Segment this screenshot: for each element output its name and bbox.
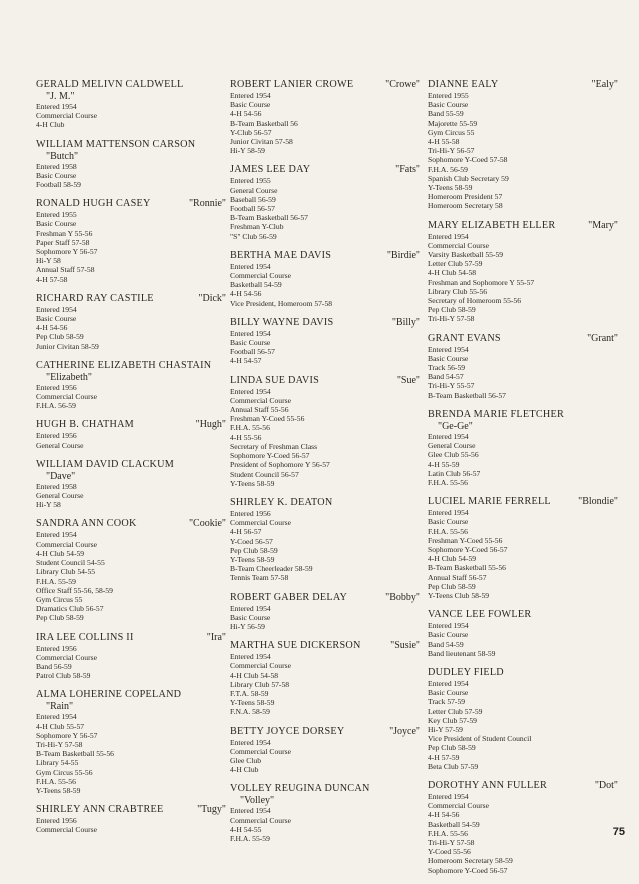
student-activity: B-Team Cheerleader 58-59	[230, 564, 313, 574]
student-activity: 4-H 54-55	[230, 824, 262, 834]
student-name: ROBERT LANIER CROWE	[230, 79, 354, 90]
student-name-row	[36, 293, 226, 305]
student-activity: Commercial Course	[428, 801, 489, 811]
student-activity: Basic Course	[230, 612, 271, 622]
student-name-row	[230, 497, 420, 509]
student-entry	[230, 79, 420, 155]
student-nickname: "Grant"	[587, 332, 618, 344]
student-entry	[428, 79, 618, 211]
student-name: BRENDA MARIE FLETCHER	[428, 408, 564, 420]
student-activity: Entered 1956	[36, 382, 77, 392]
student-activity: Y-Teens 58-59	[230, 554, 275, 564]
student-activity: Y-Coed 56-57	[230, 536, 273, 546]
student-name-row	[428, 220, 618, 232]
student-name-row	[428, 780, 618, 792]
student-name-row	[230, 250, 420, 262]
student-nickname: "Cookie"	[188, 518, 226, 530]
student-nickname: "Tugy"	[197, 804, 226, 816]
student-activity: Y-Teens 58-59	[36, 785, 81, 795]
student-name-row	[230, 726, 420, 738]
student-activity: Basic Course	[36, 219, 77, 229]
student-entry	[230, 250, 420, 308]
student-name-row	[230, 79, 420, 91]
student-activity: Y-Teens 58-59	[230, 478, 275, 488]
student-name-row	[428, 496, 618, 508]
student-activity: Y-Teens Club 58-59	[428, 590, 490, 600]
student-activity: Sophomore Y 56-57	[36, 247, 98, 257]
student-name: BERTHA MAE DAVIS	[230, 249, 332, 261]
student-name: SHIRLEY ANN CRABTREE	[36, 804, 164, 816]
student-activity: Entered 1954	[230, 386, 271, 396]
student-activity: Baseball 56-59	[230, 194, 276, 204]
column-3	[428, 79, 618, 884]
student-activity: Tri-Hi-Y 57-58	[428, 838, 475, 847]
student-name-row	[36, 360, 226, 372]
student-nickname: "Butch"	[46, 150, 79, 162]
student-entry	[36, 79, 226, 130]
student-activity: Band 55-59	[428, 109, 464, 119]
student-activity: 4-H 55-59	[428, 459, 460, 469]
student-activity: Commercial Course	[428, 240, 489, 250]
student-activity: Commercial Course	[36, 111, 97, 121]
student-name: DOROTHY ANN FULLER	[428, 779, 548, 791]
student-entry	[230, 783, 420, 843]
student-activity: Entered 1954	[36, 102, 77, 111]
student-activity: Pep Club 58-59	[230, 545, 278, 555]
student-name-row	[36, 804, 226, 816]
student-name-row	[36, 198, 226, 210]
student-activity: Tri-Hi-Y 57-58	[36, 739, 83, 749]
student-entry	[36, 139, 226, 190]
student-activity: Commercial Course	[36, 825, 97, 835]
student-activity: Entered 1954	[428, 678, 469, 688]
student-activity: Library Club 55-56	[428, 286, 488, 296]
student-activity: Sophomore Y-Coed 56-57	[428, 865, 508, 875]
student-activity: Entered 1954	[230, 91, 271, 100]
student-activity: Basketball 54-59	[428, 819, 480, 829]
student-activity: Entered 1954	[428, 508, 469, 518]
student-activity: Library 54-55	[36, 758, 79, 768]
student-entry	[36, 360, 226, 411]
student-entry	[230, 164, 420, 240]
student-activity: Hi-Y 57-59	[428, 724, 463, 734]
student-activity: Latin Club 56-57	[428, 468, 481, 478]
student-name-row	[230, 783, 420, 795]
student-activity: Y-Teens 58-59	[230, 698, 275, 708]
student-activity: Basic Course	[428, 353, 469, 363]
student-entry	[428, 496, 618, 600]
student-activity: Entered 1954	[36, 712, 77, 722]
student-activity: 4-H 54-56	[428, 810, 460, 820]
student-name-row	[36, 518, 226, 530]
student-nickname: "Mary"	[588, 219, 618, 231]
student-entry	[36, 632, 226, 681]
student-activity: Commercial Course	[230, 271, 291, 281]
student-name: BILLY WAYNE DAVIS	[230, 316, 334, 328]
student-activity: Annual Staff 55-56	[230, 405, 289, 415]
student-name-row	[230, 375, 420, 387]
student-name-row	[230, 317, 420, 329]
student-activity: Secretary of Freshman Class	[230, 441, 318, 451]
student-name-row	[428, 667, 618, 679]
student-activity: 4-H 55-56	[230, 432, 262, 442]
student-activity: Entered 1954	[36, 304, 77, 314]
student-name: VANCE LEE FOWLER	[428, 609, 532, 621]
student-entry	[36, 459, 226, 510]
student-name: ROBERT GABER DELAY	[230, 591, 348, 603]
student-entry	[36, 198, 226, 284]
student-activity: Football 56-57	[230, 204, 275, 214]
student-name: WILLIAM DAVID CLACKUM	[36, 458, 175, 470]
student-activity: Band lieutenant 58-59	[428, 648, 496, 658]
student-activity: Basic Course	[230, 338, 271, 348]
student-activity: Basic Course	[428, 100, 469, 110]
student-nickname: "Birdie"	[386, 249, 420, 261]
student-name: GRANT EVANS	[428, 332, 501, 344]
student-activity: F.H.A. 55-56	[230, 423, 270, 433]
student-activity: Sophomore Y-Coed 56-57	[428, 544, 508, 554]
student-nickname: "Hugh"	[195, 419, 226, 431]
student-activity: Entered 1954	[230, 603, 271, 613]
student-name: SANDRA ANN COOK	[36, 518, 137, 530]
student-activity: Basic Course	[36, 170, 77, 180]
student-activity: Commercial Course	[36, 539, 97, 549]
student-activity: President of Sophomore Y 56-57	[230, 460, 330, 470]
student-activity: Commercial Course	[230, 815, 291, 825]
student-activity: Beta Club 57-59	[428, 761, 479, 771]
student-name-row	[230, 164, 420, 176]
student-activity: F.N.A. 58-59	[230, 707, 270, 717]
student-activity: Hi-Y 58	[36, 256, 61, 266]
student-activity: Letter Club 57-59	[428, 706, 483, 716]
student-activity: Spanish Club Secretary 59	[428, 173, 509, 183]
student-entry	[230, 497, 420, 583]
student-nickname: "Billy"	[391, 316, 420, 328]
student-nickname: "Susie"	[390, 640, 420, 652]
student-name: RONALD HUGH CASEY	[36, 198, 151, 210]
student-activity: Secretary of Homeroom 55-56	[428, 296, 521, 306]
student-nickname: "Dot"	[594, 779, 618, 791]
student-activity: Sophomore Y-Coed 56-57	[230, 451, 310, 461]
student-name: SHIRLEY K. DEATON	[230, 496, 333, 508]
student-activity: Student Council 56-57	[230, 469, 299, 479]
student-activity: 4-H 55-58	[428, 137, 460, 147]
student-nickname: "Sue"	[396, 374, 420, 386]
student-activity: Letter Club 57-59	[428, 259, 483, 269]
student-name-row	[428, 79, 618, 91]
student-activity: Basic Course	[36, 314, 77, 324]
page-number: 75	[612, 826, 625, 838]
student-entry	[36, 689, 226, 795]
column-1	[36, 79, 226, 844]
student-activity: Commercial Course	[36, 392, 97, 402]
student-activity: General Course	[428, 441, 476, 451]
student-activity: Basic Course	[428, 630, 469, 640]
student-activity: Entered 1954	[428, 621, 469, 631]
student-activity: 4-H Club	[230, 765, 259, 775]
student-activity: Office Staff 55-56, 58-59	[36, 585, 113, 595]
student-activity: Paper Staff 57-58	[36, 237, 90, 247]
student-activity: F.H.A. 56-59	[428, 164, 468, 174]
student-activity: Vice President, Homeroom 57-58	[230, 298, 333, 308]
student-activity: Entered 1954	[230, 737, 271, 747]
student-activity: F.H.A. 55-56	[428, 477, 468, 487]
student-entry	[36, 293, 226, 351]
student-name: IRA LEE COLLINS II	[36, 631, 134, 643]
student-activity: Tri-Hi-Y 57-58	[428, 314, 475, 324]
student-activity: General Course	[36, 491, 84, 501]
student-entry	[230, 640, 420, 716]
student-activity: Hi-Y 56-59	[230, 621, 265, 631]
student-activity: Hi-Y 58	[36, 500, 61, 510]
student-activity: Sophomore Y 56-57	[36, 730, 98, 740]
student-activity: Entered 1954	[230, 328, 271, 338]
student-name-row	[36, 79, 226, 91]
student-activity: 4-H 57-58	[36, 274, 68, 284]
student-activity: Entered 1954	[428, 431, 469, 441]
student-name: HUGH B. CHATHAM	[36, 419, 134, 431]
student-entry	[428, 220, 618, 324]
student-name-row	[36, 689, 226, 701]
student-activity: Homeroom Secretary 58-59	[428, 856, 513, 866]
student-name-row	[428, 609, 618, 621]
student-activity: Gym Circus 55-56	[36, 767, 93, 777]
student-nickname: "Ge-Ge"	[438, 420, 473, 432]
student-activity: Entered 1956	[230, 508, 271, 518]
student-activity: Basic Course	[230, 100, 271, 110]
student-activity: Track 57-59	[428, 697, 466, 707]
student-entry	[428, 409, 618, 487]
student-activity: Hi-Y 58-59	[230, 146, 265, 156]
student-activity: Entered 1955	[230, 176, 271, 186]
student-activity: Pep Club 58-59	[428, 305, 476, 315]
student-entry	[36, 804, 226, 834]
student-name: WILLIAM MATTENSON CARSON	[36, 138, 196, 150]
student-activity: Band 54-59	[428, 639, 464, 649]
student-entry	[230, 317, 420, 366]
student-name-row	[36, 419, 226, 431]
student-activity: Entered 1954	[230, 806, 271, 816]
student-activity: Homeroom Secretary 58	[428, 201, 503, 211]
student-entry	[230, 375, 420, 488]
student-activity: 4-H 54-57	[230, 356, 262, 366]
student-activity: Junior Civitan 57-58	[230, 137, 293, 147]
student-activity: Entered 1954	[428, 791, 469, 801]
student-nickname: "Joyce"	[389, 725, 420, 737]
student-activity: Freshman Y-Coed 55-56	[230, 414, 305, 424]
student-name: DUDLEY FIELD	[428, 666, 504, 678]
student-name: DIANNE EALY	[428, 79, 499, 90]
student-name-row	[230, 592, 420, 604]
student-activity: Football 58-59	[36, 180, 81, 190]
student-activity: General Course	[36, 440, 84, 450]
student-activity: B-Team Basketball 56	[230, 118, 298, 128]
student-activity: 4-H Club 55-57	[36, 721, 85, 731]
student-name: LUCIEL MARIE FERRELL	[428, 496, 551, 508]
student-activity: Commercial Course	[230, 518, 291, 528]
student-activity: Library Club 57-58	[230, 679, 290, 689]
student-activity: Pep Club 58-59	[428, 743, 476, 753]
student-activity: Band 56-59	[36, 661, 72, 671]
student-nickname: "Rain"	[46, 701, 74, 713]
student-activity: Entered 1954	[230, 652, 271, 662]
student-activity: F.H.A. 55-56	[428, 526, 468, 536]
student-activity: B-Team Basketball 56-57	[230, 213, 308, 223]
student-activity: 4-H 54-56	[230, 289, 262, 299]
student-activity: Freshman Y 55-56	[36, 228, 93, 238]
student-activity: Band 54-57	[428, 372, 464, 382]
student-activity: Commercial Course	[36, 652, 97, 662]
student-activity: Track 56-59	[428, 363, 466, 373]
student-activity: "S" Club 56-59	[230, 231, 277, 241]
student-nickname: "Volley"	[240, 795, 275, 807]
student-activity: Basic Course	[428, 688, 469, 698]
student-activity: F.H.A. 55-59	[230, 833, 270, 843]
student-activity: Y-Coed 55-56	[428, 847, 471, 857]
student-activity: Entered 1954	[230, 261, 271, 271]
student-name: MARTHA SUE DICKERSON	[230, 640, 361, 652]
student-name-row	[428, 409, 618, 421]
student-activity: Commercial Course	[230, 746, 291, 756]
student-activity: Entered 1956	[36, 431, 77, 441]
student-nickname: "Bobby"	[385, 591, 420, 603]
student-name: VOLLEY REUGINA DUNCAN	[230, 783, 370, 795]
student-activity: 4-H 54-56	[230, 109, 262, 119]
student-nickname: "J. M."	[46, 91, 75, 102]
student-activity: Majorette 55-59	[428, 118, 478, 128]
student-activity: Glee Club 55-56	[428, 450, 479, 460]
student-activity: Key Club 57-59	[428, 715, 477, 725]
student-nickname: "Blondie"	[578, 496, 618, 508]
student-entry	[428, 333, 618, 400]
student-activity: Freshman and Sophomore Y 55-57	[428, 277, 535, 287]
student-activity: General Course	[230, 185, 278, 195]
student-activity: Basic Course	[428, 517, 469, 527]
student-activity: Annual Staff 56-57	[428, 572, 487, 582]
student-activity: Gym Circus 55	[428, 127, 475, 137]
student-activity: Gym Circus 55	[36, 594, 83, 604]
student-name: MARY ELIZABETH ELLER	[428, 219, 556, 231]
student-activity: 4-H 57-59	[428, 752, 460, 762]
student-nickname: "Dave"	[46, 470, 76, 482]
student-activity: Annual Staff 57-58	[36, 265, 95, 275]
student-activity: Football 56-57	[230, 347, 275, 357]
student-name-row	[36, 459, 226, 471]
student-activity: Varsity Basketball 55-59	[428, 250, 504, 260]
student-entry	[230, 592, 420, 632]
student-activity: Tri-Hi-Y 56-57	[428, 146, 475, 156]
student-nickname: "Ealy"	[591, 79, 618, 90]
student-activity: F.H.A. 55-59	[36, 576, 76, 586]
student-entry	[428, 609, 618, 658]
student-entry	[36, 419, 226, 449]
student-activity: Entered 1955	[36, 210, 77, 220]
column-2	[230, 79, 420, 852]
student-activity: Pep Club 58-59	[428, 581, 476, 591]
student-nickname: "Dick"	[198, 292, 226, 304]
student-activity: Vice President of Student Council	[428, 734, 532, 744]
student-activity: Commercial Course	[230, 395, 291, 405]
student-activity: 4-H Club 54-58	[428, 268, 477, 278]
student-activity: F.T.A. 58-59	[230, 688, 269, 698]
student-activity: Junior Civitan 58-59	[36, 341, 99, 351]
student-nickname: "Ronnie"	[188, 198, 226, 210]
student-activity: F.H.A. 55-56	[36, 776, 76, 786]
student-activity: Pep Club 58-59	[36, 332, 84, 342]
student-activity: 4-H 54-56	[36, 323, 68, 333]
student-activity: Entered 1958	[36, 481, 77, 491]
student-nickname: "Crowe"	[385, 79, 420, 90]
student-activity: Library Club 54-55	[36, 567, 96, 577]
student-activity: Entered 1954	[428, 344, 469, 354]
student-activity: Homeroom President 57	[428, 192, 503, 202]
student-nickname: "Ira"	[206, 631, 226, 643]
student-name: ALMA LOHERINE COPELAND	[36, 689, 182, 701]
student-activity: Commercial Course	[230, 661, 291, 671]
student-name: BETTY JOYCE DORSEY	[230, 725, 345, 737]
student-name-row	[36, 139, 226, 151]
student-name: GERALD MELIVN CALDWELL	[36, 79, 184, 90]
student-name: JAMES LEE DAY	[230, 164, 311, 176]
student-nickname: "Fats"	[395, 164, 420, 176]
student-activity: Entered 1954	[36, 530, 77, 540]
student-entry	[36, 518, 226, 622]
student-activity: Student Council 54-55	[36, 558, 105, 568]
student-activity: Glee Club	[230, 755, 262, 765]
student-activity: Dramatics Club 56-57	[36, 604, 104, 614]
student-activity: Entered 1955	[428, 91, 469, 100]
student-activity: Entered 1958	[36, 161, 77, 171]
student-activity: Freshman Y-Club	[230, 222, 284, 232]
student-activity: Tennis Team 57-58	[230, 573, 289, 583]
student-activity: 4-H Club	[36, 120, 65, 130]
student-name: CATHERINE ELIZABETH CHASTAIN	[36, 359, 212, 371]
student-name-row	[428, 333, 618, 345]
student-entry	[428, 667, 618, 771]
student-name: LINDA SUE DAVIS	[230, 374, 320, 386]
student-activity: Pep Club 58-59	[36, 613, 84, 623]
student-activity: B-Team Basketball 55-56	[428, 563, 506, 573]
student-activity: B-Team Basketball 56-57	[428, 390, 506, 400]
student-nickname: "Elizabeth"	[46, 371, 92, 383]
student-name-row	[36, 632, 226, 644]
student-activity: Entered 1954	[428, 231, 469, 241]
student-activity: Y-Teens 58-59	[428, 183, 473, 193]
student-activity: 4-H 56-57	[230, 527, 262, 537]
student-activity: Sophomore Y-Coed 57-58	[428, 155, 508, 165]
student-activity: Freshman Y-Coed 55-56	[428, 535, 503, 545]
student-activity: Tri-Hi-Y 55-57	[428, 381, 475, 391]
student-activity: Entered 1956	[36, 643, 77, 653]
student-activity: 4-H Club 54-59	[36, 548, 85, 558]
student-activity: F.H.A. 56-59	[36, 401, 76, 411]
student-activity: F.H.A. 55-56	[428, 828, 468, 838]
student-activity: Basketball 54-59	[230, 280, 282, 290]
student-entry	[230, 726, 420, 775]
student-activity: B-Team Basketball 55-56	[36, 749, 114, 759]
student-entry	[428, 780, 618, 875]
student-activity: Y-Club 56-57	[230, 127, 272, 137]
student-activity: 4-H Club 54-58	[230, 670, 279, 680]
student-activity: Patrol Club 58-59	[36, 671, 91, 681]
student-activity: 4-H Club 54-59	[428, 554, 477, 564]
student-activity: Entered 1956	[36, 816, 77, 826]
student-name: RICHARD RAY CASTILE	[36, 292, 154, 304]
student-name-row	[230, 640, 420, 652]
